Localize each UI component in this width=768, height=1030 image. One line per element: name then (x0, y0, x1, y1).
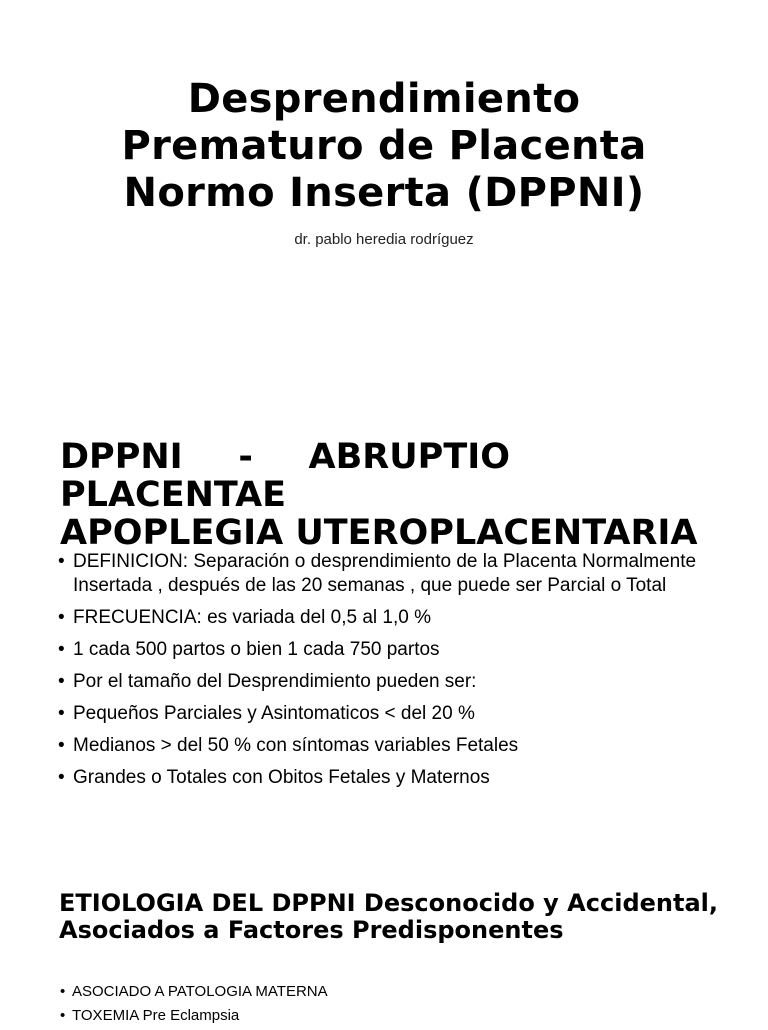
bullet-icon: • (58, 671, 65, 692)
bullet-text: DEFINICION: Separación o desprendimiento de la Placenta Normalmente Insertada , después de las 20 semanas , que puede ser Parcial o Total (73, 551, 697, 596)
title-line-3: Normo Inserta (DPPNI) (123, 170, 645, 216)
bullet-icon: • (60, 983, 66, 1000)
etiology-bullet-list (60, 982, 720, 1030)
bullet-text: Grandes o Totales con Obitos Fetales y Maternos (73, 767, 490, 788)
bullet-item-tamano (58, 670, 728, 694)
bullet-icon: • (58, 767, 65, 788)
bullet-item-grandes (58, 766, 728, 790)
title-slide (0, 0, 768, 380)
bullet-icon: • (58, 703, 65, 724)
bullet-text: Medianos > del 50 % con síntomas variables Fetales (73, 735, 519, 756)
bullet-text: 1 cada 500 partos o bien 1 cada 750 partos (73, 639, 440, 660)
etiology-item-toxemia (60, 1006, 720, 1026)
definition-slide (0, 420, 768, 850)
bullet-item-frecuencia (58, 606, 728, 630)
definition-bullet-list (58, 550, 728, 798)
author-subtitle: dr. pablo heredia rodríguez (294, 231, 474, 248)
bullet-icon: • (58, 735, 65, 756)
bullet-item-pequenos (58, 702, 728, 726)
title-word-dash: - (238, 437, 253, 477)
bullet-text: TOXEMIA Pre Eclampsia (72, 1007, 240, 1024)
bullet-icon: • (58, 607, 65, 628)
title-line-2: Prematuro de Placenta (121, 123, 647, 169)
definition-title-line-1 (60, 438, 510, 476)
title-word-abruptio: ABRUPTIO (308, 437, 510, 477)
bullet-text: Por el tamaño del Desprendimiento pueden ser: (73, 671, 477, 692)
title-line-1: Desprendimiento (187, 76, 581, 122)
bullet-icon: • (60, 1007, 66, 1024)
bullet-item-definicion (58, 550, 728, 598)
presentation-title (60, 76, 708, 217)
bullet-text: ASOCIADO A PATOLOGIA MATERNA (72, 983, 328, 1000)
title-word-dppni: DPPNI (60, 437, 183, 477)
definition-title-line-3: APOPLEGIA UTEROPLACENTARIA (60, 513, 698, 553)
etiology-slide-title: ETIOLOGIA DEL DPPNI Desconocido y Accidental, Asociados a Factores Predisponentes (59, 889, 718, 944)
bullet-item-medianos (58, 734, 728, 758)
etiology-item-patologia (60, 982, 720, 1002)
definition-title-line-2: PLACENTAE (60, 475, 287, 515)
bullet-text: FRECUENCIA: es variada del 0,5 al 1,0 % (73, 607, 431, 628)
bullet-text: Pequeños Parciales y Asintomaticos < del 20 % (73, 703, 475, 724)
definition-slide-title (60, 438, 720, 552)
bullet-icon: • (58, 639, 65, 660)
etiology-slide (0, 880, 768, 1024)
bullet-item-ratio (58, 638, 728, 662)
bullet-icon: • (58, 551, 65, 572)
